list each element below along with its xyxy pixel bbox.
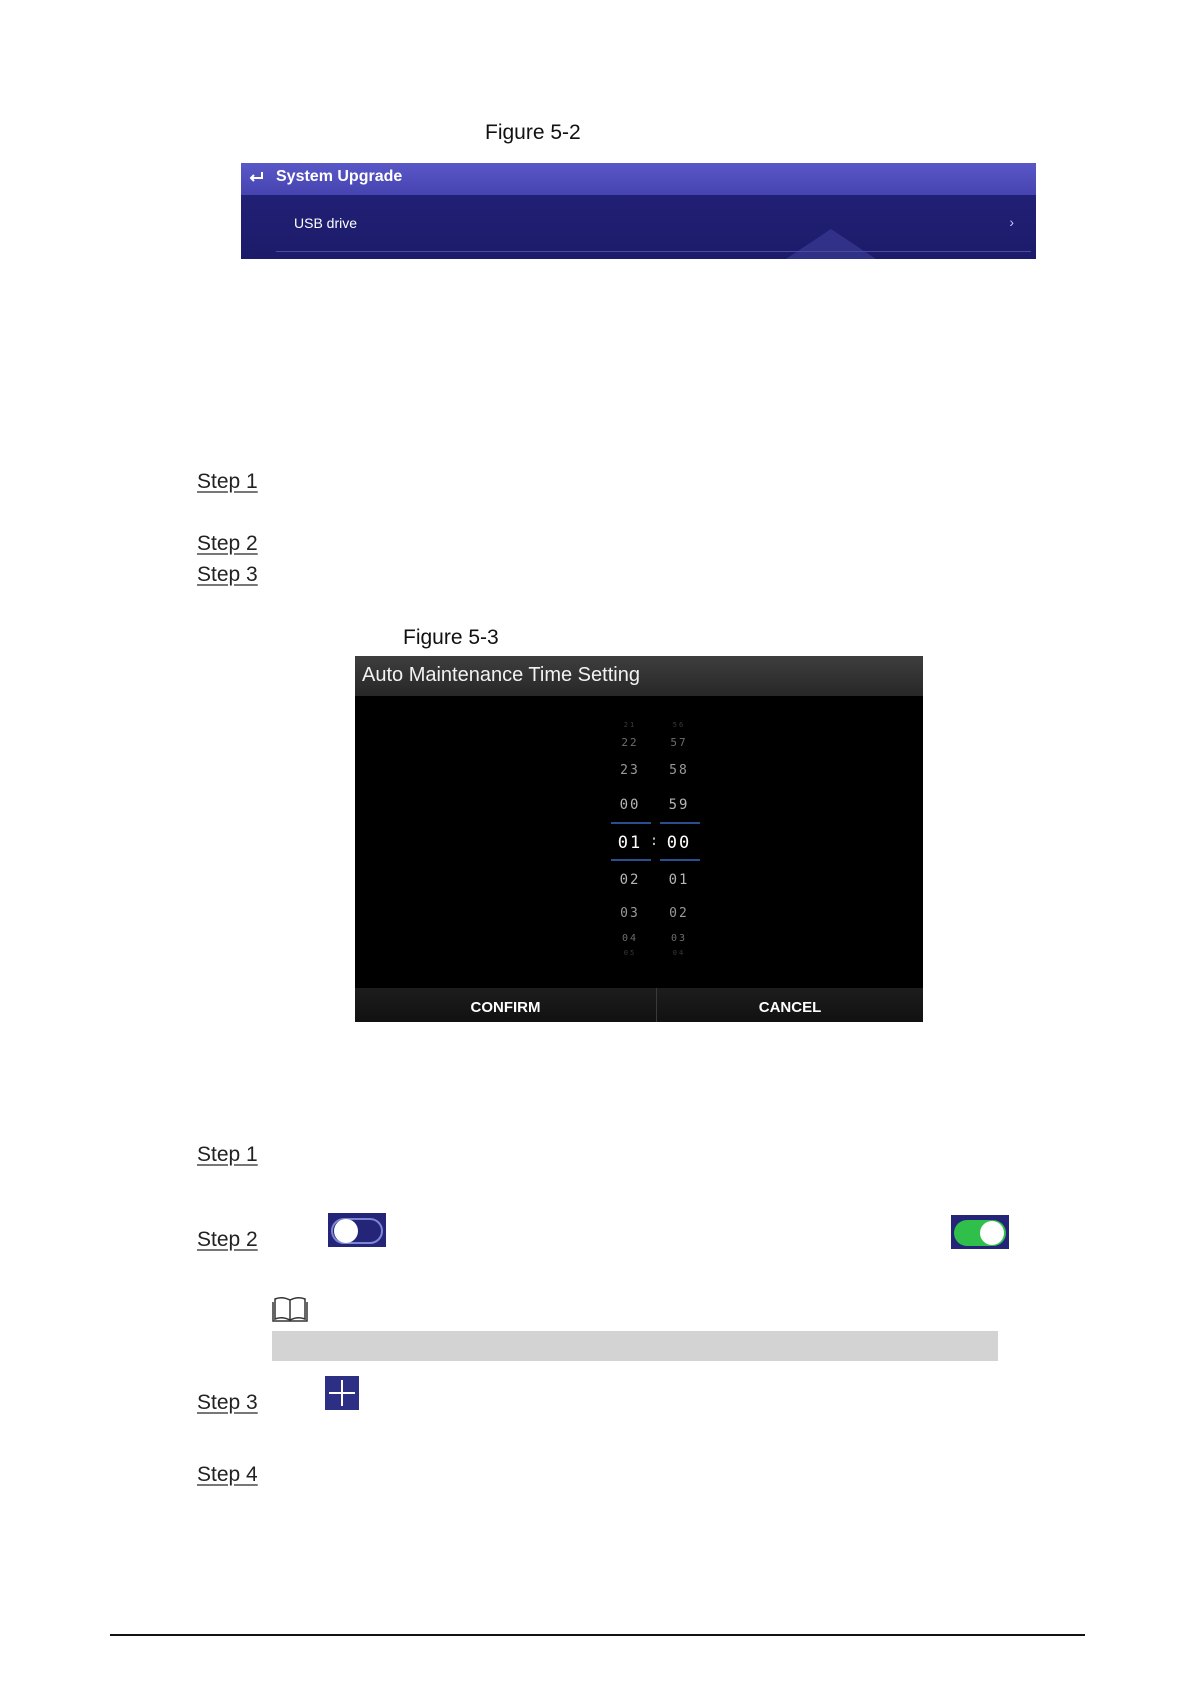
minute-option[interactable]: 02 — [669, 906, 689, 921]
minute-option[interactable]: 03 — [670, 933, 688, 944]
row-divider — [276, 251, 1031, 252]
minute-option[interactable]: 04 — [672, 949, 686, 957]
step-label: Step 1 — [197, 470, 258, 493]
hour-option[interactable]: 05 — [623, 949, 637, 957]
dialog-header — [355, 656, 923, 696]
minute-option[interactable]: 01 — [668, 872, 690, 888]
hour-selection-line-bottom — [611, 859, 651, 861]
system-upgrade-panel — [241, 163, 1036, 259]
dialog-title: Auto Maintenance Time Setting — [362, 664, 640, 686]
toggle-on-icon[interactable] — [951, 1215, 1009, 1249]
note-bar — [272, 1331, 998, 1361]
hour-option[interactable]: 04 — [621, 933, 639, 944]
back-icon[interactable] — [247, 169, 265, 187]
cancel-button[interactable]: CANCEL — [758, 999, 822, 1016]
toggle-off-icon[interactable] — [328, 1213, 386, 1247]
selected-hour[interactable]: 01 — [617, 833, 643, 853]
book-icon — [272, 1295, 308, 1323]
auto-maintenance-dialog — [355, 656, 923, 1022]
minute-option[interactable]: 57 — [670, 736, 688, 749]
hour-option[interactable]: 21 — [623, 721, 637, 729]
footer-rule — [110, 1634, 1085, 1636]
usb-drive-item[interactable]: USB drive — [294, 215, 358, 231]
hour-option[interactable]: 22 — [621, 736, 639, 749]
step-label: Step 3 — [197, 563, 258, 586]
step-label: Step 2 — [197, 1228, 258, 1251]
chevron-right-icon[interactable]: › — [1009, 214, 1014, 230]
plus-icon[interactable] — [325, 1376, 359, 1410]
hour-option[interactable]: 02 — [619, 872, 641, 888]
figure-5-3-caption: Figure 5-3 — [403, 626, 499, 649]
step-label: Step 2 — [197, 532, 258, 555]
step-label: Step 1 — [197, 1143, 258, 1166]
hour-selection-line-top — [611, 822, 651, 824]
hour-option[interactable]: 00 — [619, 797, 641, 813]
minute-selection-line-bottom — [660, 859, 700, 861]
time-separator: : — [649, 833, 659, 849]
selected-minute[interactable]: 00 — [666, 833, 692, 853]
confirm-button[interactable]: CONFIRM — [470, 999, 541, 1016]
minute-option[interactable]: 58 — [669, 763, 689, 778]
minute-option[interactable]: 59 — [668, 797, 690, 813]
system-upgrade-header — [241, 163, 1036, 195]
hour-option[interactable]: 23 — [620, 763, 640, 778]
dialog-button-bar — [355, 988, 923, 1022]
minute-selection-line-top — [660, 822, 700, 824]
figure-5-2-caption: Figure 5-2 — [485, 121, 581, 144]
background-decoration — [786, 229, 876, 259]
step-label: Step 3 — [197, 1391, 258, 1414]
hour-option[interactable]: 03 — [620, 906, 640, 921]
system-upgrade-title: System Upgrade — [276, 168, 403, 185]
step-label: Step 4 — [197, 1463, 258, 1486]
minute-option[interactable]: 56 — [672, 721, 686, 729]
